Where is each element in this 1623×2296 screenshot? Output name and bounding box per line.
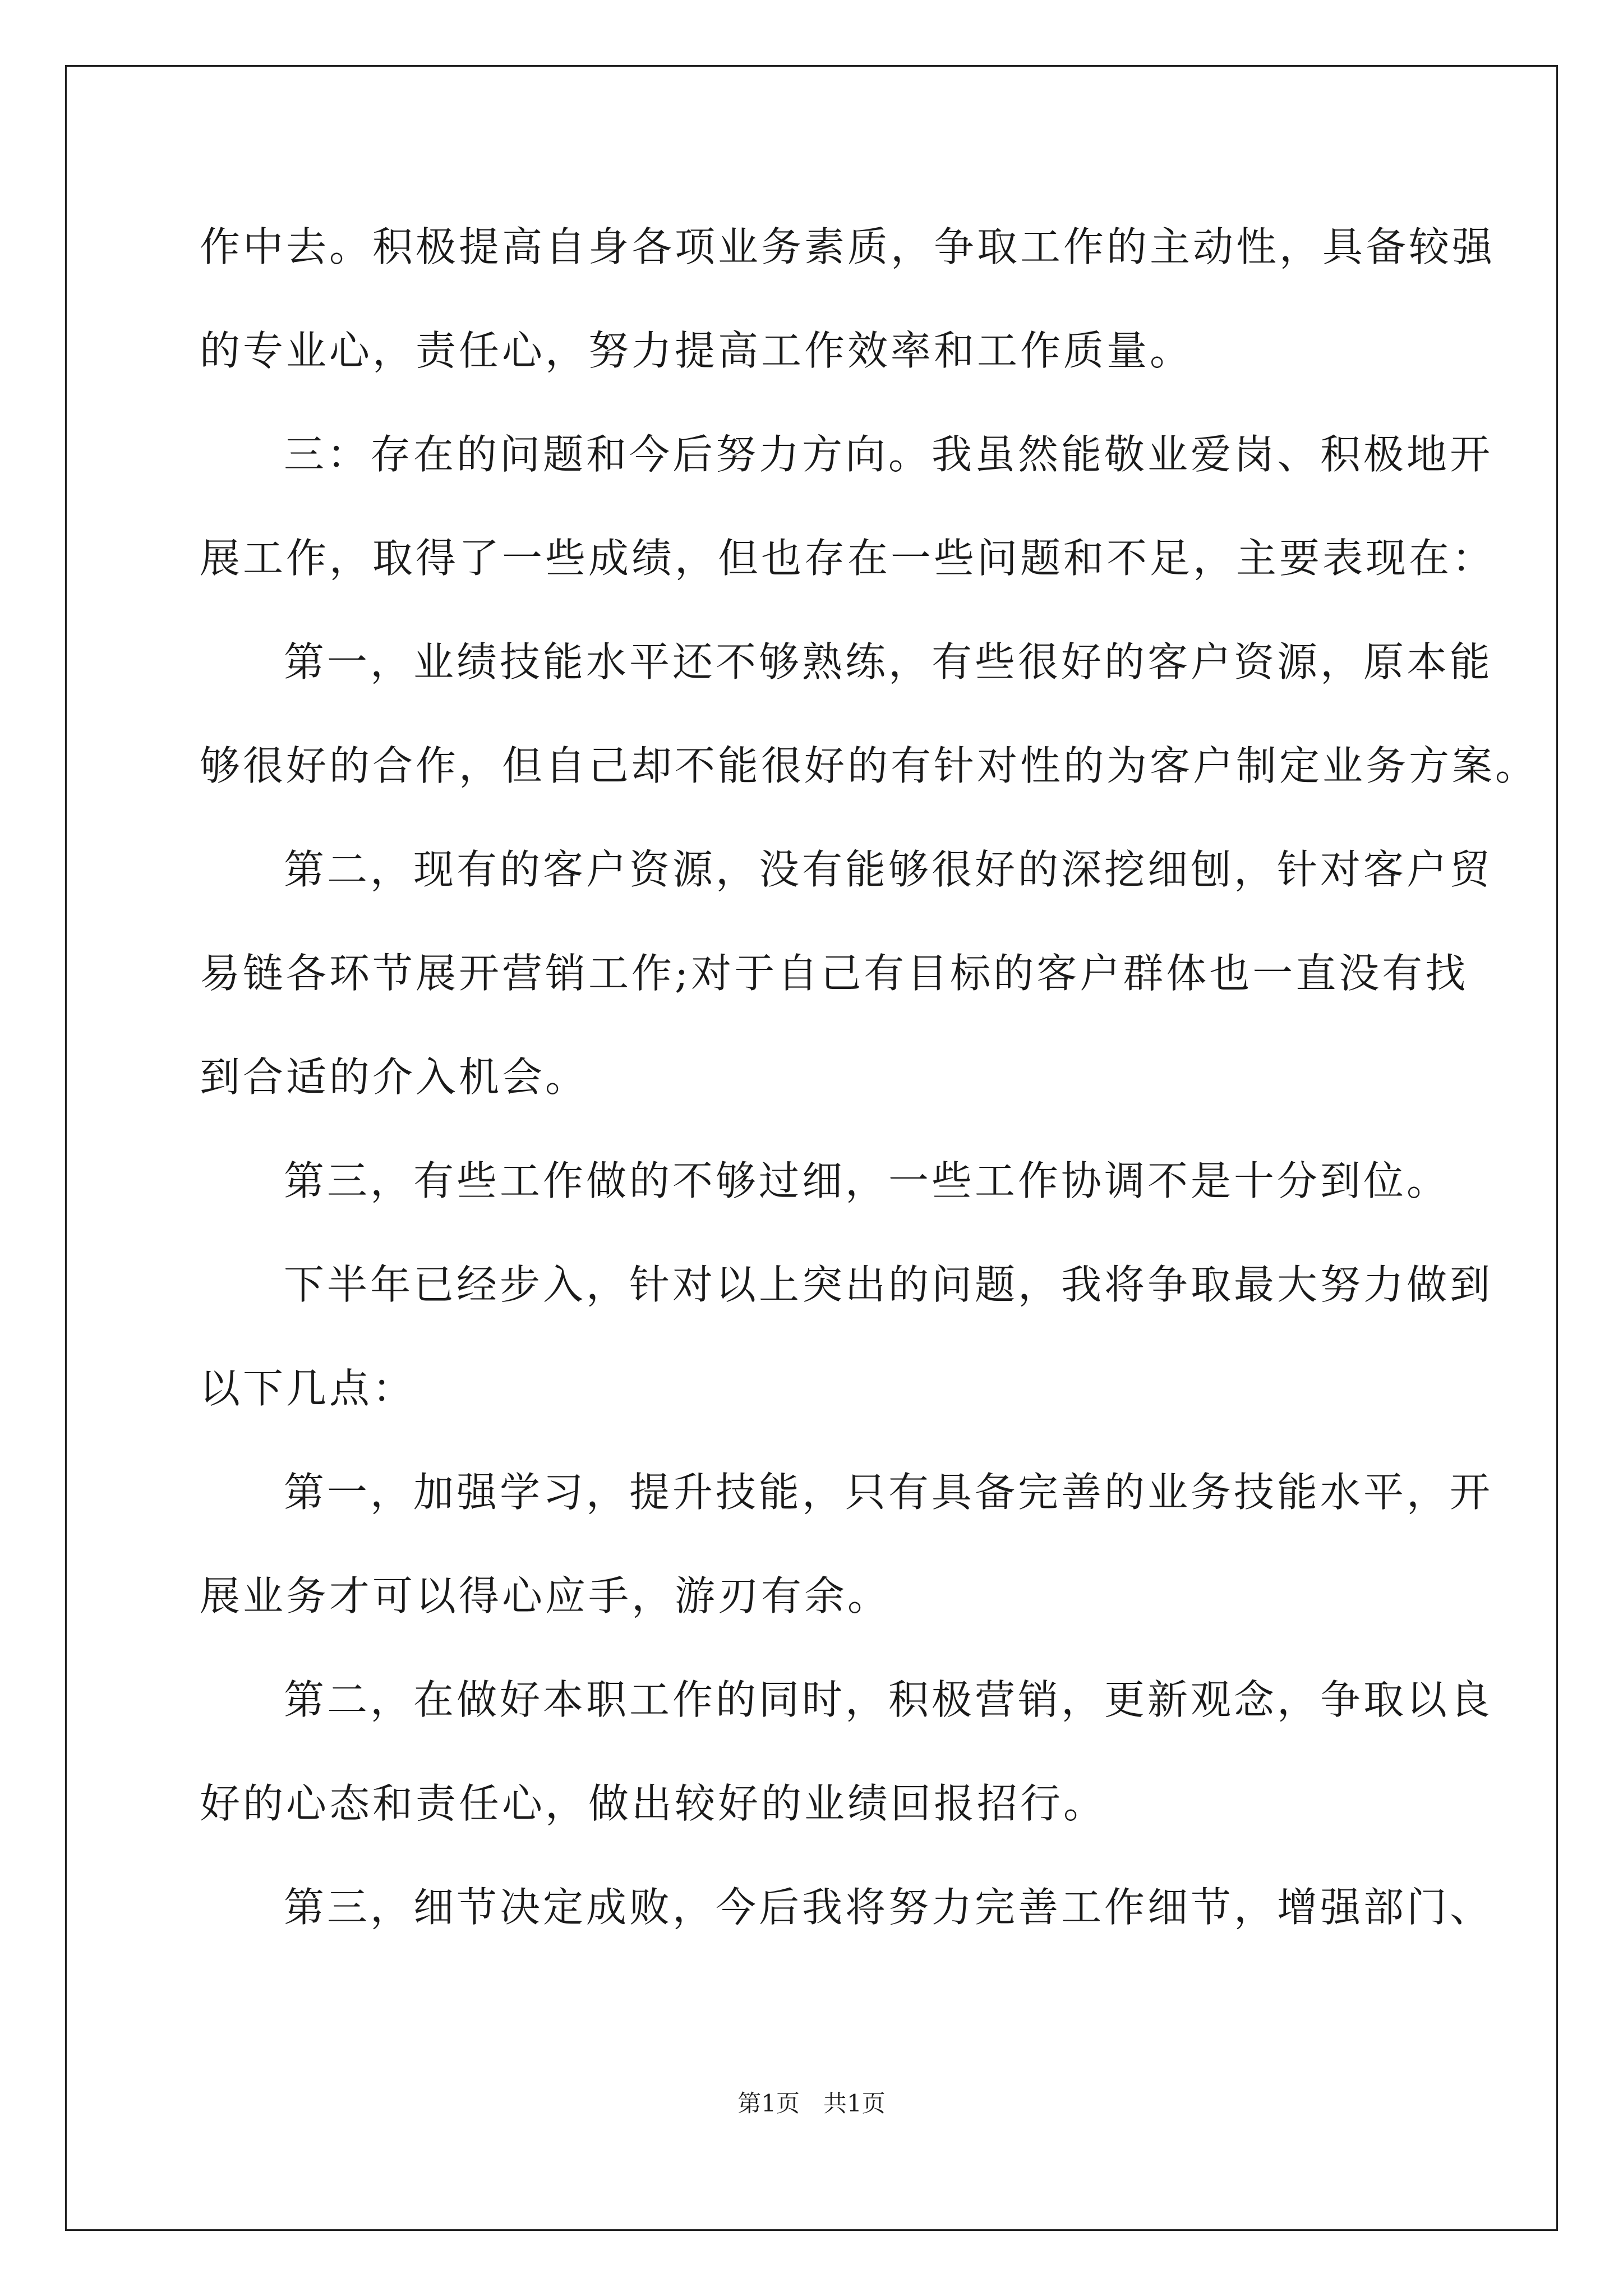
text-line: 到合适的介入机会。 bbox=[200, 1053, 589, 1101]
text-line: 够很好的合作，但自己却不能很好的有针对性的为客户制定业务方案。 bbox=[200, 742, 1539, 789]
paragraph-first-line: 第一，业绩技能水平还不够熟练，有些很好的客户资源，原本能 bbox=[284, 638, 1493, 685]
text-line: 易链各环节展开营销工作;对于自己有目标的客户群体也一直没有找 bbox=[200, 950, 1469, 997]
paragraph-first-line: 第一，加强学习，提升技能，只有具备完善的业务技能水平，开 bbox=[284, 1469, 1493, 1516]
paragraph-first-line: 第三，细节决定成败，今后我将努力完善工作细节，增强部门、 bbox=[284, 1884, 1493, 1931]
text-line: 展业务才可以得心应手，游刃有余。 bbox=[200, 1572, 891, 1619]
paragraph-first-line: 第二，在做好本职工作的同时，积极营销，更新观念，争取以良 bbox=[284, 1676, 1493, 1723]
paragraph-first-line: 下半年已经步入，针对以上突出的问题，我将争取最大努力做到 bbox=[284, 1261, 1493, 1308]
text-line: 展工作，取得了一些成绩，但也存在一些问题和不足，主要表现在： bbox=[200, 535, 1496, 582]
text-line: 以下几点： bbox=[200, 1365, 416, 1412]
text-line: 作中去。积极提高自身各项业务素质，争取工作的主动性，具备较强 bbox=[200, 223, 1496, 270]
text-line: 的专业心，责任心，努力提高工作效率和工作质量。 bbox=[200, 327, 1193, 374]
paragraph-first-line: 第三，有些工作做的不够过细，一些工作协调不是十分到位。 bbox=[284, 1157, 1450, 1204]
page-footer: 第1页 共1页 bbox=[737, 2090, 886, 2117]
paragraph-first-line: 第二，现有的客户资源，没有能够很好的深挖细刨，针对客户贸 bbox=[284, 846, 1493, 893]
text-line: 好的心态和责任心，做出较好的业绩回报招行。 bbox=[200, 1780, 1107, 1827]
paragraph-first-line: 三：存在的问题和今后努力方向。我虽然能敬业爱岗、积极地开 bbox=[284, 431, 1493, 478]
